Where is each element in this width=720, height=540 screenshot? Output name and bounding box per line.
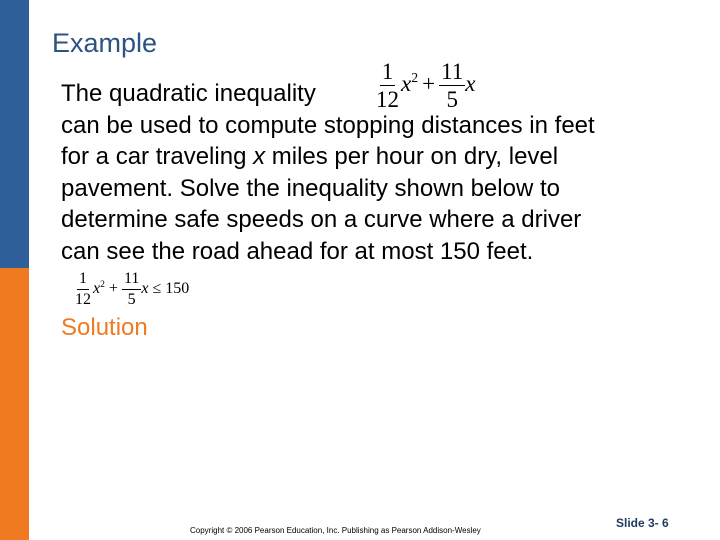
body-line-5: can see the road ahead for at most 150 feet. — [61, 237, 534, 265]
body-line-3: pavement. Solve the inequality shown below to — [61, 174, 560, 202]
body-line-1: can be used to compute stopping distances in feet — [61, 111, 595, 139]
footer-copyright: Copyright © 2006 Pearson Education, Inc. Publishing as Pearson Addison-Wesley — [190, 526, 481, 535]
body-variable: x — [253, 143, 266, 170]
footer-slide-number: Slide 3- 6 — [616, 516, 669, 530]
solution-label: Solution — [61, 314, 148, 341]
fraction-11-5-small: $\frac{11}{5}$ — [123, 270, 140, 308]
intro-text: The quadratic inequality — [61, 80, 316, 107]
fraction-1-12-small: $\frac{1}{12}$ — [75, 270, 91, 308]
fraction-11-5: $\frac{11}{5}$ — [441, 59, 464, 112]
left-accent-bar-orange — [0, 268, 29, 540]
quadratic-expression: $\frac{1}{12}$ $x^2$ + $\frac{11}{5}$ x — [376, 59, 476, 112]
fraction-1-12: $\frac{1}{12}$ — [376, 59, 399, 112]
body-line-2: for a car traveling x miles per hour on dry, level — [61, 143, 559, 170]
inequality-expression: $\frac{1}{12}$ $x^2$ + $\frac{11}{5}$ x ≤ 150 — [75, 270, 190, 308]
left-accent-bar-blue — [0, 0, 29, 268]
body-line-4: determine safe speeds on a curve where a driver — [61, 206, 582, 233]
slide-title: Example — [52, 28, 158, 58]
